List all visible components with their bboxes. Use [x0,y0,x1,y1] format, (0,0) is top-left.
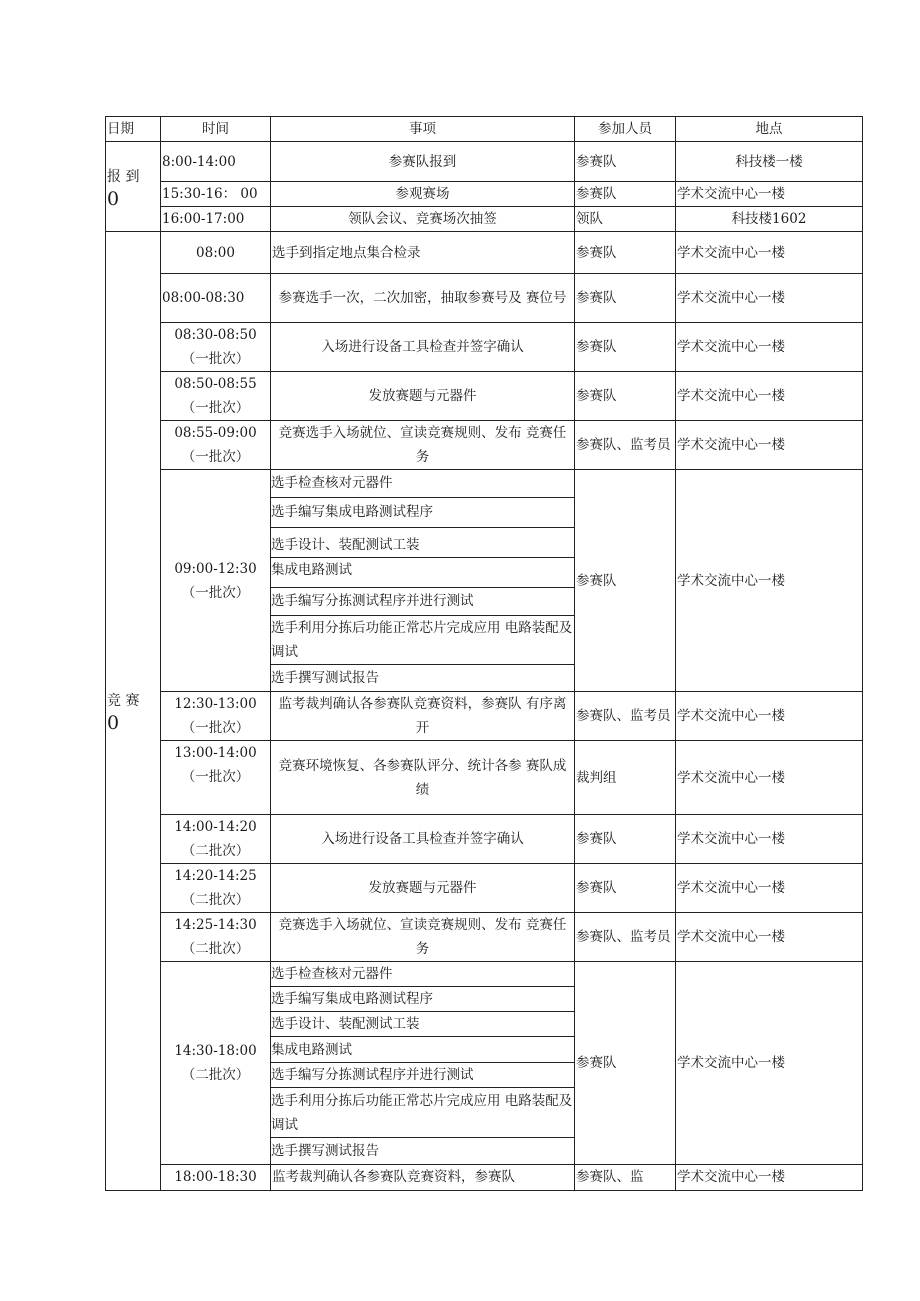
table-row [106,1164,863,1190]
people-cell: 参赛队 [575,815,676,864]
time-cell: 16:00-17:00 [161,207,271,232]
table-row [106,372,863,421]
header-people: 参加人员 [575,117,676,142]
schedule-table [105,116,863,1191]
place-cell: 学术交流中心一楼 [676,421,863,470]
table-row [106,470,863,692]
checkin-label: 报 到 [107,168,140,185]
time-cell: 15:30-16： 00 [161,182,271,207]
batch-label: （一批次） [181,769,250,785]
contest-mark: 0 [107,711,120,734]
item-cell: 领队会议、竞赛场次抽签 [271,207,575,232]
people-cell: 裁判组 [575,741,676,815]
time-range: 08:55-09:00 [174,425,257,441]
time-cell [161,962,271,1165]
task-list-cell [271,470,575,692]
header-time: 时间 [161,117,271,142]
batch-label: （二批次） [181,843,250,859]
time-range: 08:50-08:55 [174,376,257,392]
time-cell [161,864,271,913]
place-cell: 学术交流中心一楼 [676,323,863,372]
people-cell: 参赛队 [575,232,676,274]
item-cell: 入场进行设备工具检查并签字确认 [271,815,575,864]
checkin-date-cell [106,142,161,232]
time-cell [161,741,271,815]
table-row [106,182,863,207]
item-cell: 参赛队报到 [271,142,575,182]
task-item: 选手检查核对元器件 [271,966,393,982]
header-date: 日期 [106,117,161,142]
place-cell: 学术交流中心一楼 [676,372,863,421]
table-row [106,815,863,864]
place-cell: 学术交流中心一楼 [676,274,863,323]
people-cell: 参赛队 [575,142,676,182]
task-list [271,470,574,691]
task-item: 选手编写分拣测试程序并进行测试 [271,1063,574,1088]
place-cell: 学术交流中心一楼 [676,741,863,815]
task-item: 选手撰写测试报告 [271,1138,574,1164]
item-cell: 选手到指定地点集合检录 [271,232,575,274]
place-cell: 学术交流中心一楼 [676,692,863,741]
item-cell: 发放赛题与元器件 [271,864,575,913]
batch-label: （一批次） [181,584,250,601]
people-cell: 参赛队 [575,323,676,372]
people-cell: 参赛队 [575,864,676,913]
place-cell: 学术交流中心一楼 [676,232,863,274]
task-item: 集成电路测试 [271,557,574,587]
table-row [106,913,863,962]
batch-label: （一批次） [181,720,250,736]
people-cell: 参赛队 [575,470,676,692]
task-item: 选手编写分拣测试程序并进行测试 [271,587,574,615]
item-cell: 发放赛题与元器件 [271,372,575,421]
table-row [106,142,863,182]
batch-label: （二批次） [181,1066,250,1083]
table-row [106,207,863,232]
task-item: 选手设计、装配测试工装 [271,1012,574,1037]
table-row [106,741,863,815]
item-cell: 竞赛环境恢复、各参赛队评分、统计各参 赛队成绩 [271,741,575,815]
time-range: 14:20-14:25 [174,868,257,884]
task-item: 选手检查核对元器件 [271,475,393,492]
place-cell: 学术交流中心一楼 [676,864,863,913]
table-row [106,232,863,274]
place-cell: 科技楼1602 [676,207,863,232]
item-cell: 竞赛选手入场就位、宣读竞赛规则、发布 竞赛任务 [271,913,575,962]
place-cell: 科技楼一楼 [676,142,863,182]
table-row [106,274,863,323]
time-cell [161,692,271,741]
table-row [106,421,863,470]
place-cell: 学术交流中心一楼 [676,1164,863,1190]
table-row [106,864,863,913]
place-cell: 学术交流中心一楼 [676,962,863,1165]
task-item: 集成电路测试 [271,1037,574,1063]
time-cell: 18:00-18:30 [161,1164,271,1190]
batch-label: （二批次） [181,941,250,957]
batch-label: （一批次） [181,449,250,465]
time-cell [161,323,271,372]
time-range: 08:30-08:50 [174,327,257,343]
place-cell: 学术交流中心一楼 [676,815,863,864]
batch-label: （一批次） [181,400,250,416]
batch-label: （一批次） [181,351,250,367]
contest-date-cell [106,232,161,1191]
header-item: 事项 [271,117,575,142]
table-row [106,692,863,741]
time-range: 12:30-13:00 [174,696,257,712]
time-cell: 8:00-14:00 [161,142,271,182]
people-cell: 参赛队 [575,372,676,421]
people-cell: 参赛队、监考员 [575,913,676,962]
time-cell: 08:00 [161,232,271,274]
people-cell: 参赛队、监 [575,1164,676,1190]
item-cell: 监考裁判确认各参赛队竞赛资料，参赛队 有序离开 [271,692,575,741]
place-cell: 学术交流中心一楼 [676,913,863,962]
time-cell [161,421,271,470]
time-cell [161,372,271,421]
time-range: 13:00-14:00 [174,745,257,761]
item-cell: 参观赛场 [271,182,575,207]
place-cell: 学术交流中心一楼 [676,182,863,207]
time-range: 09:00-12:30 [174,560,257,577]
task-item: 选手编写集成电路测试程序 [271,497,574,527]
people-cell: 参赛队 [575,182,676,207]
people-cell: 参赛队 [575,274,676,323]
item-cell: 参赛选手一次，二次加密，抽取参赛号及 赛位号 [271,274,575,323]
task-list [271,962,574,1164]
time-cell [161,470,271,692]
people-cell: 参赛队 [575,962,676,1165]
people-cell: 参赛队、监考员 [575,692,676,741]
checkin-mark: 0 [107,187,120,210]
time-cell: 08:00-08:30 [161,274,271,323]
header-row [106,117,863,142]
task-item: 选手编写集成电路测试程序 [271,987,574,1012]
table-row [106,962,863,1165]
item-cell: 入场进行设备工具检查并签字确认 [271,323,575,372]
time-range: 14:25-14:30 [174,917,257,933]
time-cell [161,815,271,864]
task-item: 选手利用分拣后功能正常芯片完成应用 电路装配及调试 [271,1088,574,1138]
place-cell: 学术交流中心一楼 [676,470,863,692]
item-cell: 监考裁判确认各参赛队竞赛资料，参赛队 [271,1164,575,1190]
people-cell: 参赛队、监考员 [575,421,676,470]
table-row [106,323,863,372]
task-item: 选手撰写测试报告 [271,664,574,691]
task-item: 选手设计、装配测试工装 [271,527,574,557]
batch-label: （二批次） [181,892,250,908]
people-cell: 领队 [575,207,676,232]
header-place: 地点 [676,117,863,142]
time-range: 14:30-18:00 [174,1042,257,1059]
task-list-cell [271,962,575,1165]
time-range: 14:00-14:20 [174,819,257,835]
item-cell: 竞赛选手入场就位、宣读竞赛规则、发布 竞赛任务 [271,421,575,470]
time-cell [161,913,271,962]
contest-label: 竞 赛 [107,692,140,709]
task-item: 选手利用分拣后功能正常芯片完成应用 电路装配及调试 [271,615,574,664]
